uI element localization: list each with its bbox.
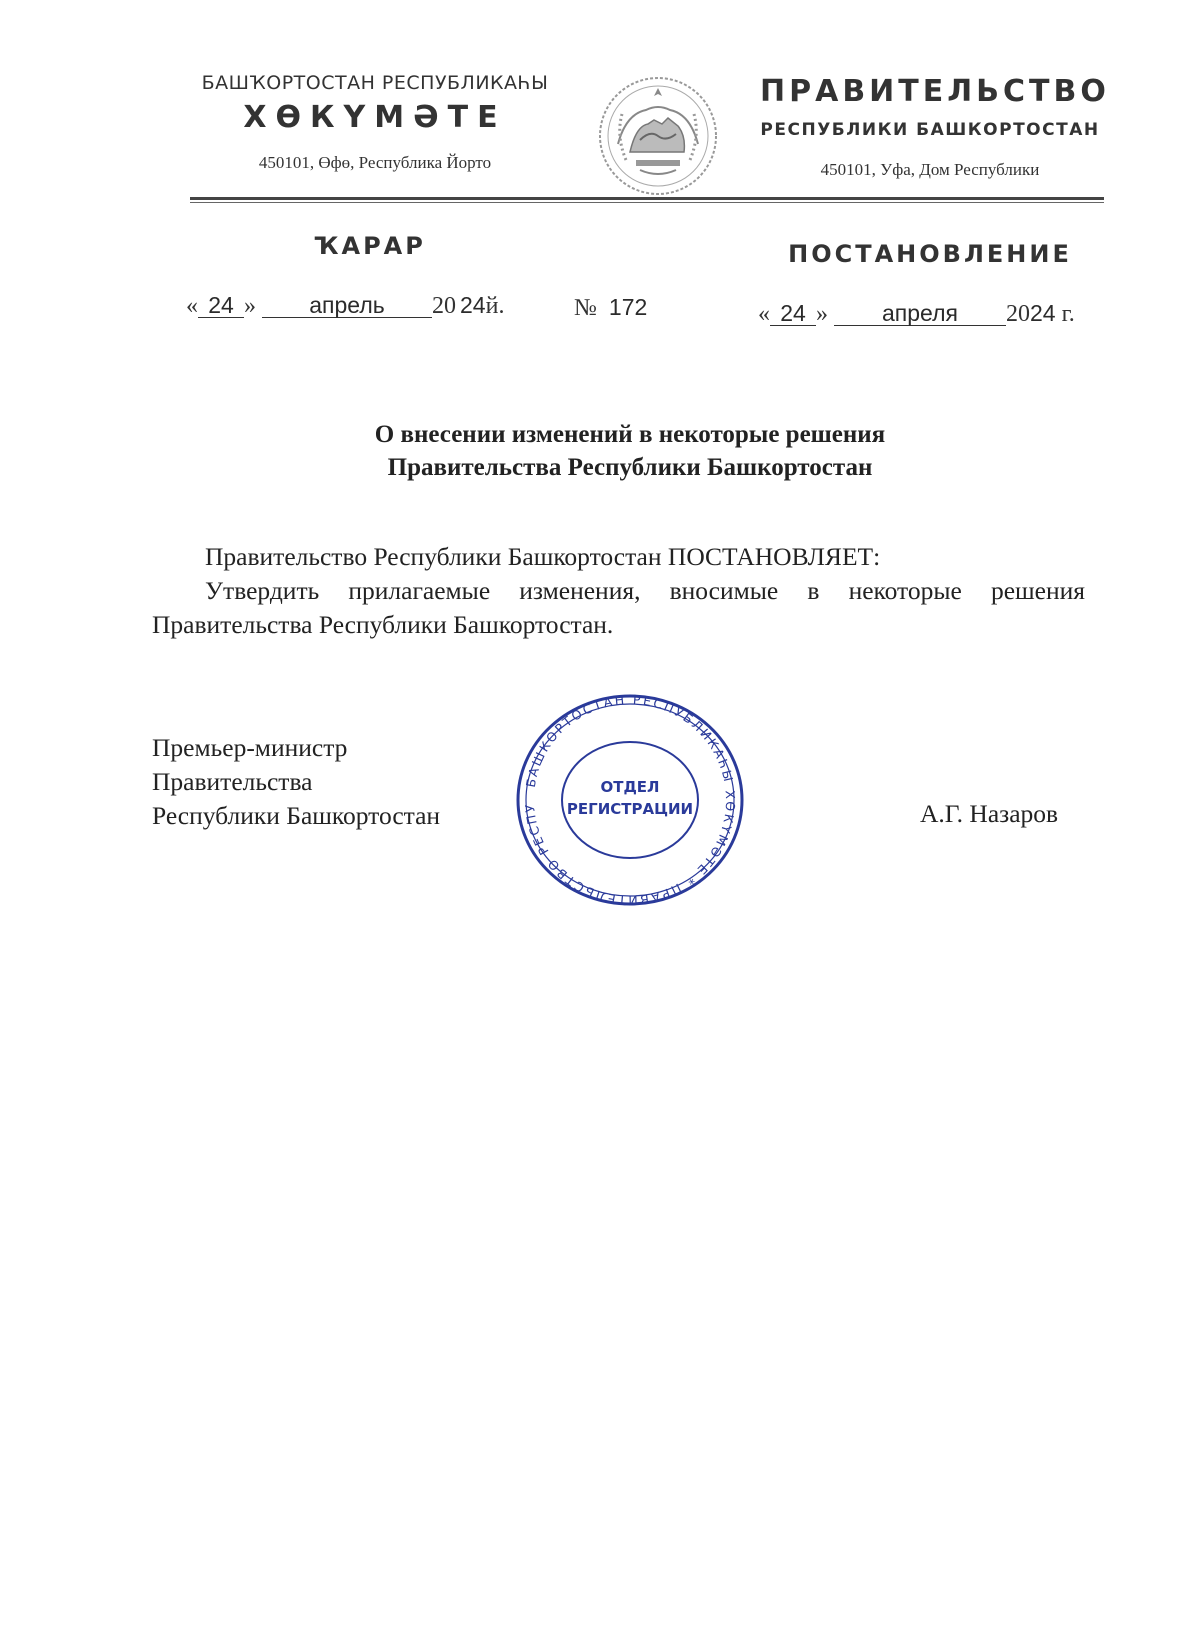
- date-left-year-prefix: 20: [432, 293, 456, 319]
- signer-name: А.Г. Назаров: [920, 799, 1059, 828]
- header-rule: [190, 197, 1104, 200]
- date-right-year-suffix: 24: [1030, 300, 1056, 326]
- date-left-day: 24: [198, 293, 244, 318]
- date-left-close-quote: »: [244, 293, 256, 319]
- registration-stamp: [510, 690, 750, 910]
- stamp-center-line1: ОТДЕЛ: [600, 778, 660, 796]
- date-right: [758, 300, 1075, 328]
- header-left-org: БАШҠОРТОСТАН РЕСПУБЛИКАҺЫ: [201, 72, 549, 94]
- body-paragraph-line2: Правительства Республики Башкортостан.: [152, 610, 614, 639]
- date-right-year-mark: г.: [1061, 301, 1075, 327]
- header-rule-thin: [190, 202, 1104, 203]
- doc-number-value: 172: [608, 294, 648, 320]
- header-right-org: РЕСПУБЛИКИ БАШКОРТОСТАН: [760, 120, 1100, 140]
- doc-number-sign: №: [574, 295, 597, 321]
- signature-position: [152, 731, 440, 833]
- doc-kind-bashkir: ҠАРАР: [314, 232, 426, 260]
- document-title: [200, 418, 1060, 484]
- stamp-outer-text: БАШКОРТОСТАН РЕСПУБЛИКАҺЫ ХӨКҮМӘТЕ * ПРАВИТЕЛЬСТВО РЕСПУ: [521, 691, 739, 909]
- signature-position-line1: Премьер-министр: [152, 733, 348, 762]
- date-right-month: апреля: [834, 301, 1006, 326]
- date-right-close-quote: »: [816, 301, 828, 327]
- date-right-open-quote: «: [758, 301, 770, 327]
- document-title-line2: Правительства Республики Башкортостан: [387, 454, 873, 481]
- body-intro: Правительство Республики Башкортостан ПОСТАНОВЛЯЕТ:: [205, 542, 881, 571]
- header-left-address: 450101, Өфө, Республика Йорто: [258, 153, 492, 172]
- header-left-name: ХӨКҮМӘТЕ: [243, 100, 507, 135]
- coat-of-arms-icon: [596, 74, 720, 198]
- date-left-year-suffix: 24: [460, 292, 486, 318]
- date-left-year-mark: й.: [485, 293, 505, 319]
- body-paragraph-line1: Утвердить прилагаемые изменения, вносимые в некоторые решения: [205, 576, 1085, 605]
- date-left: [186, 292, 504, 320]
- header-right-address: 450101, Уфа, Дом Республики: [820, 160, 1040, 179]
- date-left-month: апрель: [262, 293, 432, 318]
- signature-position-line2: Правительства: [152, 767, 313, 796]
- date-right-year-prefix: 20: [1006, 301, 1030, 327]
- signature-position-line3: Республики Башкортостан: [152, 801, 441, 830]
- document-title-line1: О внесении изменений в некоторые решения: [374, 421, 886, 448]
- doc-number: [574, 294, 647, 322]
- date-right-day: 24: [770, 301, 816, 326]
- header-right-name: ПРАВИТЕЛЬСТВО: [760, 74, 1110, 109]
- stamp-center-line2: РЕГИСТРАЦИИ: [566, 800, 694, 818]
- doc-kind-russian: ПОСТАНОВЛЕНИЕ: [788, 240, 1072, 268]
- date-left-open-quote: «: [186, 293, 198, 319]
